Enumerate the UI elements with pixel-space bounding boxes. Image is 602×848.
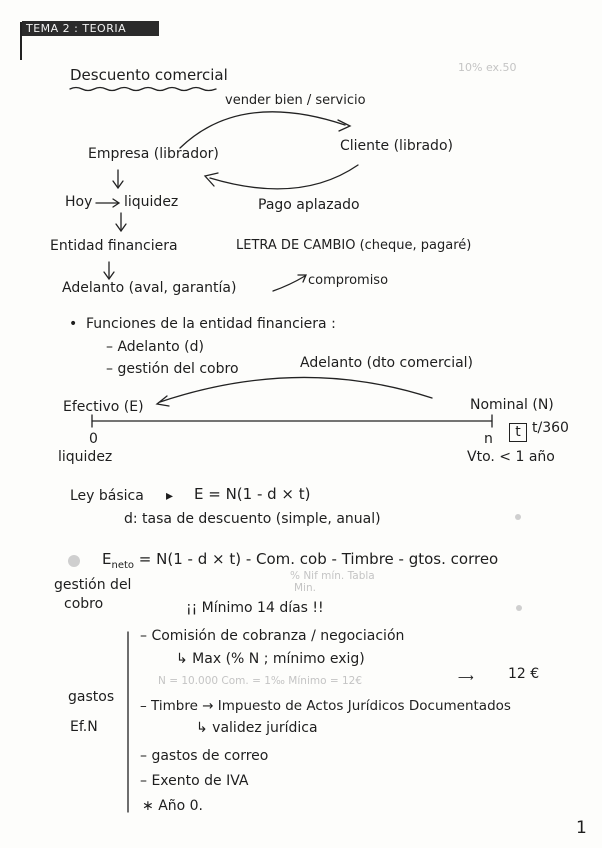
comision-text: Comisión de cobranza / negociación <box>151 628 405 644</box>
iva-text: Exento de IVA <box>151 773 249 789</box>
vencimiento-note: Vto. < 1 año <box>467 449 555 465</box>
section-title: Descuento comercial <box>70 66 228 84</box>
t-box: t <box>509 423 527 442</box>
compromiso-label: compromiso <box>308 273 389 288</box>
top-arc <box>180 112 345 148</box>
bottom-arrow-label: Pago aplazado <box>258 197 360 213</box>
result-arrow-icon: ⟶ <box>458 671 474 684</box>
bottom-arc <box>210 165 358 189</box>
timeline-top-label: Adelanto (dto comercial) <box>300 355 474 371</box>
gastos-label-2: Ef.N <box>70 719 98 735</box>
top-arc-head <box>338 120 350 131</box>
comision-sub: ↳ Max (% N ; mínimo exig) <box>176 651 365 667</box>
letra-label: LETRA DE CAMBIO (cheque, pagaré) <box>236 238 472 253</box>
gastos-item: – Timbre → Impuesto de Actos Jurídicos Documentados <box>140 698 511 714</box>
ley-bullet: ▸ <box>166 488 174 504</box>
eneto-lhs-sub: neto <box>111 560 135 571</box>
timeline-end-tick: n <box>484 431 493 447</box>
eneto-lhs: E <box>102 550 112 568</box>
hoy-label: Hoy <box>65 194 93 210</box>
ano-text: Año 0. <box>158 798 204 814</box>
gastos-label: gastos <box>68 689 115 705</box>
funciones-bullet: • <box>69 316 78 332</box>
eneto-rhs: = N(1 - d × t) - Com. cob - Timbre - gtos. correo <box>138 550 499 568</box>
funciones-item-text: Adelanto (d) <box>117 339 204 355</box>
entidad-label: Entidad financiera <box>50 238 178 254</box>
gastos-item: – Exento de IVA <box>140 773 249 789</box>
page-number: 1 <box>576 818 587 838</box>
compromiso-arrow <box>273 276 305 291</box>
watermark-note: 10% ex.50 <box>458 61 517 74</box>
t-fraction: t/360 <box>532 420 569 436</box>
funciones-item-text: gestión del cobro <box>117 361 239 377</box>
minimo-dias: ¡¡ Mínimo 14 días !! <box>186 600 324 616</box>
gestion-label-2: cobro <box>64 596 104 612</box>
gestion-label: gestión del <box>54 577 132 593</box>
funciones-item: – Adelanto (d) <box>106 339 204 355</box>
adelanto-label: Adelanto (aval, garantía) <box>62 280 237 296</box>
timeline-start-tick: 0 <box>89 431 98 447</box>
page-header-title: TEMA 2 : TEORIA <box>26 22 127 35</box>
comision-result: 12 € <box>508 666 540 682</box>
cliente-label: Cliente (librado) <box>340 138 453 154</box>
empresa-label: Empresa (librador) <box>88 146 219 162</box>
timbre-sub: ↳ validez jurídica <box>196 720 318 736</box>
efectivo-label: Efectivo (E) <box>63 399 144 415</box>
eneto-faint-min: Min. <box>294 582 316 594</box>
liquidez-note: liquidez <box>58 449 113 465</box>
gastos-item: – Comisión de cobranza / negociación <box>140 628 405 644</box>
timeline-arc <box>160 377 432 402</box>
funciones-title: Funciones de la entidad financiera : <box>86 316 336 332</box>
liquidez-label: liquidez <box>124 194 179 210</box>
gastos-item: ∗ Año 0. <box>142 798 204 814</box>
timbre-text: Timbre → Impuesto de Actos Jurídicos Documentados <box>151 698 511 714</box>
gastos-item: – gastos de correo <box>140 748 269 764</box>
nominal-label: Nominal (N) <box>470 397 554 413</box>
correo-text: gastos de correo <box>151 748 269 764</box>
ley-label: Ley básica <box>70 488 144 504</box>
comision-example: N = 10.000 Com. = 1‰ Mínimo = 12€ <box>158 675 363 687</box>
funciones-item: – gestión del cobro <box>106 361 239 377</box>
eneto-faint-note: % Nif mín. Tabla <box>290 570 375 582</box>
d-definition: d: tasa de descuento (simple, anual) <box>124 511 381 527</box>
ley-formula: E = N(1 - d × t) <box>194 485 311 503</box>
top-arrow-label: vender bien / servicio <box>225 93 366 108</box>
section-underline <box>70 88 216 91</box>
